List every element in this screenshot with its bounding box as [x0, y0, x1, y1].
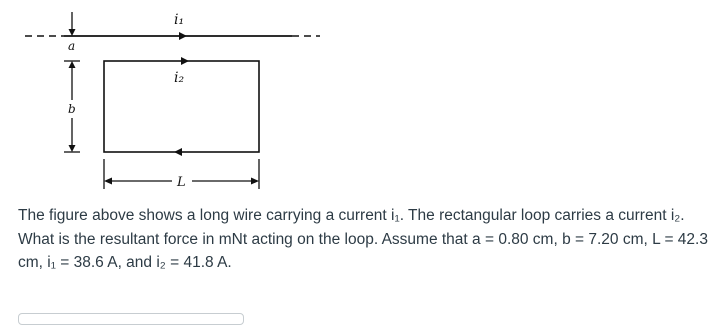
question-text: The figure above shows a long wire carrying a current i₁. The rectangular loop carries a current i₂. What is the resultant force in mNt acting on the loop. Assume that a = 0.80 cm, b = 7.20 cm, L = 42.3 cm, i₁ = 38.6 A, and i₂ = 41.8 A. — [18, 207, 708, 271]
label-L: L — [177, 175, 186, 190]
loop-bottom-current-arrow — [174, 148, 182, 156]
loop-top-current-arrow — [181, 57, 189, 65]
answer-input[interactable] — [18, 313, 244, 325]
wire-current-arrow — [179, 32, 187, 40]
label-i1: i₁ — [174, 12, 185, 28]
label-b: b — [68, 102, 76, 116]
label-i2: i₂ — [174, 70, 185, 86]
label-a: a — [68, 39, 76, 53]
